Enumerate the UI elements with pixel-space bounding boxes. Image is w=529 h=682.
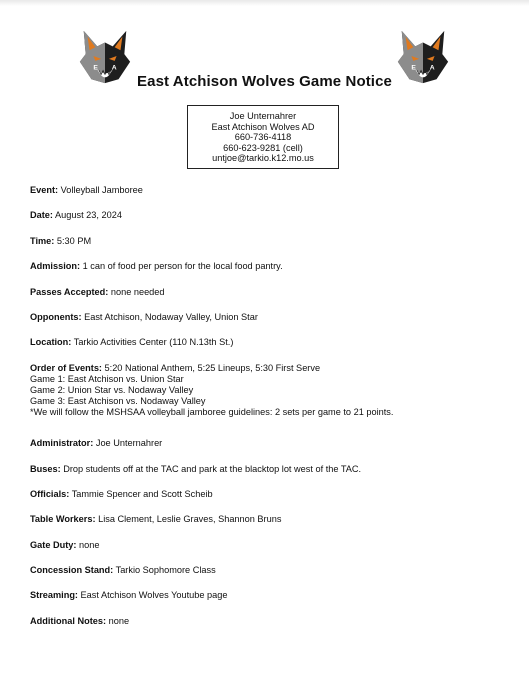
field-value: East Atchison Wolves Youtube page	[78, 590, 228, 600]
field-value: 1 can of food per person for the local food pantry.	[80, 261, 283, 271]
field-value: Volleyball Jamboree	[58, 185, 143, 195]
field-label: Streaming:	[30, 590, 78, 600]
field-table-workers	[30, 514, 281, 525]
field-value: none needed	[108, 287, 165, 297]
field-admission	[30, 261, 283, 272]
field-label: Passes Accepted:	[30, 287, 109, 297]
field-label: Order of Events:	[30, 363, 102, 373]
field-value: none	[106, 616, 130, 626]
field-label: Gate Duty:	[30, 540, 77, 550]
field-value: August 23, 2024	[52, 210, 122, 220]
logo-letter-e: E	[411, 64, 416, 72]
field-label: Buses:	[30, 464, 61, 474]
field-administrator	[30, 438, 162, 449]
field-label: Officials:	[30, 489, 70, 499]
field-value: Tammie Spencer and Scott Scheib	[69, 489, 213, 499]
field-label: Date:	[30, 210, 53, 220]
contact-box	[187, 105, 339, 169]
contact-name: Joe Unternahrer	[229, 111, 297, 121]
game-1-line: Game 1: East Atchison vs. Union Star	[30, 374, 184, 384]
field-value: 5:20 National Anthem, 5:25 Lineups, 5:30 First Serve	[101, 363, 321, 373]
logo-letter-a: A	[429, 64, 435, 72]
field-label: Concession Stand:	[30, 565, 114, 575]
field-label: Additional Notes:	[30, 616, 107, 626]
contact-phone: 660-736-4118	[234, 132, 292, 143]
field-value: East Atchison, Nodaway Valley, Union Star	[81, 312, 258, 322]
field-order-of-events	[30, 363, 393, 418]
field-value: Drop students off at the TAC and park at the blacktop lot west of the TAC.	[60, 464, 362, 474]
field-label: Time:	[30, 236, 55, 246]
field-additional-notes	[30, 616, 129, 627]
guidelines-note: *We will follow the MSHSAA volleyball jamboree guidelines: 2 sets per game to 21 points.	[30, 407, 394, 417]
page-top-shadow	[0, 0, 529, 6]
field-label: Admission:	[30, 261, 81, 271]
field-concession-stand	[30, 565, 216, 576]
field-opponents	[30, 312, 258, 323]
field-streaming	[30, 590, 228, 601]
field-time	[30, 236, 91, 247]
field-value: Lisa Clement, Leslie Graves, Shannon Bruns	[95, 514, 282, 524]
field-label: Location:	[30, 337, 72, 347]
field-value: Tarkio Sophomore Class	[113, 565, 216, 575]
field-label: Event:	[30, 185, 59, 195]
page-title: East Atchison Wolves Game Notice	[137, 73, 392, 90]
field-value: none	[76, 540, 100, 550]
contact-role: East Atchison Wolves AD	[211, 121, 315, 132]
field-value: Tarkio Activities Center (110 N.13th St.)	[71, 337, 234, 347]
field-date	[30, 210, 122, 221]
contact-email: untjoe@tarkio.k12.mo.us	[212, 153, 314, 164]
logo-letter-a: A	[111, 64, 117, 72]
field-officials	[30, 489, 213, 500]
field-label: Administrator:	[30, 438, 94, 448]
field-label: Opponents:	[30, 312, 82, 322]
field-label: Table Workers:	[30, 514, 96, 524]
field-buses	[30, 464, 361, 475]
field-event	[30, 185, 143, 196]
game-3-line: Game 3: East Atchison vs. Nodaway Valley	[30, 396, 206, 406]
field-location	[30, 337, 233, 348]
game-2-line: Game 2: Union Star vs. Nodaway Valley	[30, 385, 194, 395]
logo-letter-e: E	[93, 64, 98, 72]
field-passes-accepted	[30, 287, 165, 298]
contact-cell: 660-623-9281 (cell)	[223, 142, 303, 153]
field-value: 5:30 PM	[54, 236, 92, 246]
field-value: Joe Unternahrer	[93, 438, 163, 448]
field-gate-duty	[30, 540, 99, 551]
